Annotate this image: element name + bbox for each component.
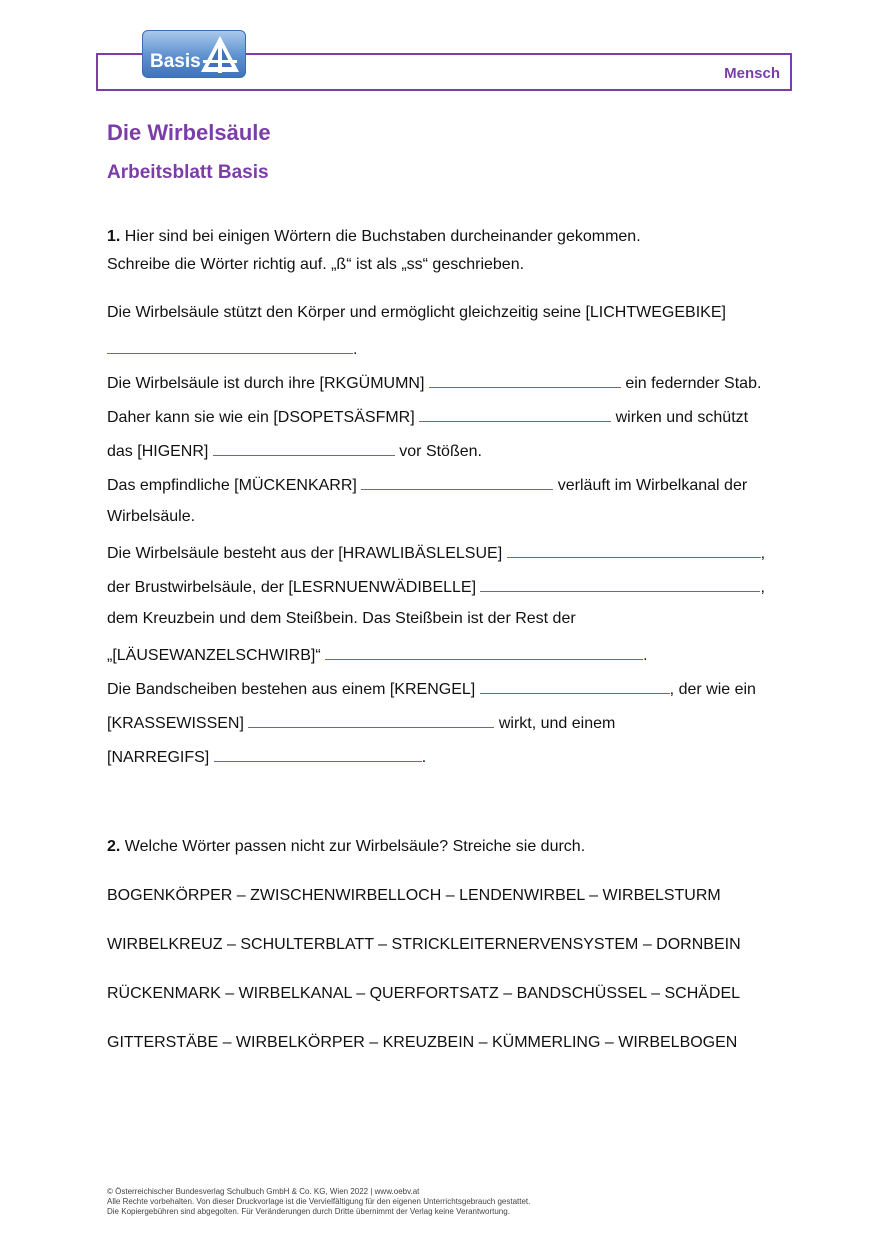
section-label: Mensch xyxy=(724,65,780,82)
cloze-text: , xyxy=(760,579,765,596)
answer-blank[interactable] xyxy=(480,677,670,694)
page-title: Die Wirbelsäule xyxy=(107,120,271,145)
cloze-text: Die Wirbelsäule stützt den Körper und ermöglicht gleichzeitig seine [LICHTWEGEBIKE] xyxy=(107,304,726,321)
cloze-line xyxy=(107,439,797,473)
exercise-1-instructions xyxy=(107,227,807,283)
exercise-1-number: 1. xyxy=(107,228,121,245)
cloze-text: verläuft im Wirbelkanal der xyxy=(557,477,748,494)
cloze-line xyxy=(107,575,797,609)
cloze-text: wirkt, und einem xyxy=(498,715,616,732)
copyright-footer xyxy=(107,1187,530,1217)
cloze-text: Daher kann sie wie ein [DSOPETSÄSFMR] xyxy=(107,409,415,426)
answer-blank[interactable] xyxy=(248,711,494,728)
cloze-text: [KRASSEWISSEN] xyxy=(107,715,244,732)
cloze-text: wirken und schützt xyxy=(615,409,749,426)
answer-blank[interactable] xyxy=(429,371,621,388)
answer-blank[interactable] xyxy=(361,473,553,490)
exercise-2 xyxy=(107,837,807,1082)
cloze-text: ein federnder Stab. xyxy=(625,375,762,392)
cloze-text: Wirbelsäule. xyxy=(107,508,196,525)
cloze-text: Das empfindliche [MÜCKENKARR] xyxy=(107,477,357,494)
cloze-text: vor Stößen. xyxy=(399,443,482,460)
page-subtitle: Arbeitsblatt Basis xyxy=(107,162,269,183)
cloze-line xyxy=(107,609,797,643)
cloze-line xyxy=(107,677,797,711)
cloze-text: . xyxy=(353,341,358,358)
cloze-line xyxy=(107,371,797,405)
cloze-line xyxy=(107,643,797,677)
answer-blank[interactable] xyxy=(507,541,761,558)
footer-line-2: Alle Rechte vorbehalten. Von dieser Druckvorlage ist die Vervielfältigung für den eigenen Unterrichtsgebrauch gestattet. xyxy=(107,1197,531,1206)
cloze-text: [NARREGIFS] xyxy=(107,749,210,766)
footer-line-1: © Österreichischer Bundesverlag Schulbuch GmbH & Co. KG, Wien 2022 | www.oebv.at xyxy=(107,1187,420,1196)
cloze-line xyxy=(107,473,797,507)
answer-blank[interactable] xyxy=(213,439,395,456)
exercise-2-number: 2. xyxy=(107,838,121,855)
triangle-logo-icon xyxy=(199,34,241,74)
exercise-2-instruction: Welche Wörter passen nicht zur Wirbelsäule? Streiche sie durch. xyxy=(124,838,586,855)
basis-logo xyxy=(142,30,246,78)
cloze-text: das [HIGENR] xyxy=(107,443,209,460)
answer-blank[interactable] xyxy=(107,337,353,354)
exercise-1-instruction-1: Hier sind bei einigen Wörtern die Buchstaben durcheinander gekommen. xyxy=(124,228,641,245)
cloze-line xyxy=(107,745,797,779)
cloze-line xyxy=(107,303,797,337)
answer-blank[interactable] xyxy=(325,643,643,660)
cloze-line xyxy=(107,541,797,575)
cloze-text: Die Wirbelsäule ist durch ihre [RKGÜMUMN] xyxy=(107,375,425,392)
answer-blank[interactable] xyxy=(419,405,611,422)
cloze-text: Die Bandscheiben bestehen aus einem [KRENGEL] xyxy=(107,681,476,698)
cloze-line xyxy=(107,337,797,371)
cloze-text: Die Wirbelsäule besteht aus der [HRAWLIBÄSLELSUE] xyxy=(107,545,503,562)
answer-blank[interactable] xyxy=(480,575,760,592)
cloze-text: . xyxy=(421,749,427,766)
answer-blank[interactable] xyxy=(214,745,422,762)
word-row[interactable]: RÜCKENMARK – WIRBELKANAL – QUERFORTSATZ – BANDSCHÜSSEL – SCHÄDEL xyxy=(107,985,741,1002)
word-row[interactable]: WIRBELKREUZ – SCHULTERBLATT – STRICKLEITERNERVENSYSTEM – DORNBEIN xyxy=(107,936,741,953)
cloze-line xyxy=(107,711,797,745)
footer-line-3: Die Kopiergebühren sind abgegolten. Für Veränderungen durch Dritte übernimmt der Verlag keine Verantwortung. xyxy=(107,1207,510,1216)
cloze-line xyxy=(107,405,797,439)
cloze-text: , der wie ein xyxy=(669,681,756,698)
exercise-1-instruction-2: Schreibe die Wörter richtig auf. „ß“ ist als „ss“ geschrieben. xyxy=(107,256,525,273)
word-row[interactable]: BOGENKÖRPER – ZWISCHENWIRBELLOCH – LENDENWIRBEL – WIRBELSTURM xyxy=(107,887,721,904)
logo-text: Basis xyxy=(150,51,201,72)
word-row[interactable]: GITTERSTÄBE – WIRBELKÖRPER – KREUZBEIN – KÜMMERLING – WIRBELBOGEN xyxy=(107,1034,738,1051)
cloze-text: „[LÄUSEWANZELSCHWIRB]“ xyxy=(107,647,321,664)
cloze-text: . xyxy=(643,647,648,664)
cloze-text: der Brustwirbelsäule, der [LESRNUENWÄDIBELLE] xyxy=(107,579,477,596)
cloze-text: , xyxy=(760,545,766,562)
cloze-text: dem Kreuzbein und dem Steißbein. Das Steißbein ist der Rest der xyxy=(107,610,576,627)
exercise-1-cloze-text xyxy=(107,303,797,779)
cloze-line xyxy=(107,507,797,541)
